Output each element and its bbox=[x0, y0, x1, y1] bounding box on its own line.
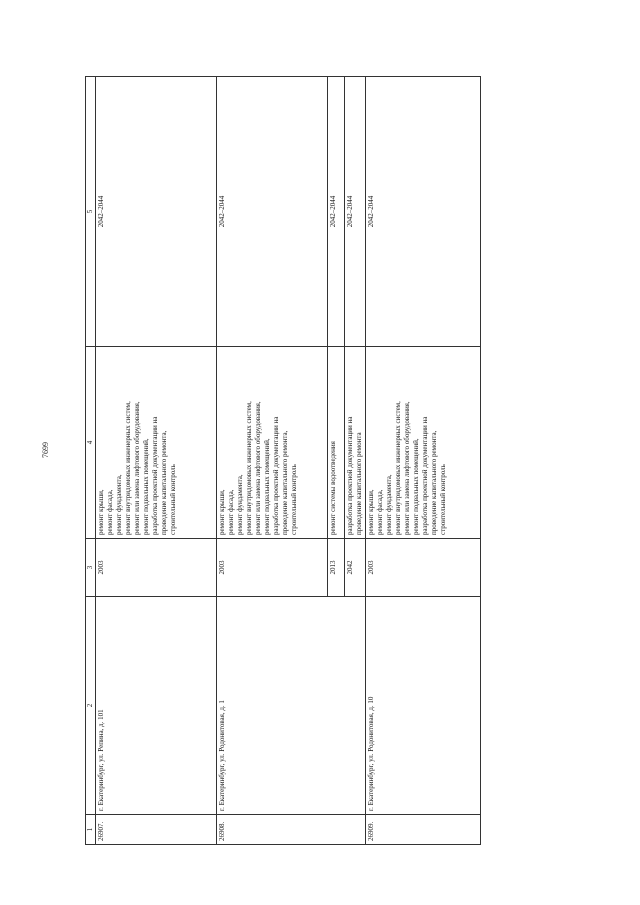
row-period: 2042–2044 bbox=[217, 77, 328, 347]
row-works bbox=[96, 347, 217, 539]
page-number: 7699 bbox=[41, 442, 50, 458]
work-item: строительный контроль bbox=[290, 464, 298, 535]
work-item: ремонт фундамента, bbox=[236, 474, 244, 535]
work-item: ремонт или замена лифтового оборудования, bbox=[133, 401, 141, 535]
work-item: разработка проектной документации на bbox=[272, 416, 280, 535]
row-works bbox=[366, 347, 481, 539]
row-works bbox=[217, 347, 328, 539]
row-number: 26908. bbox=[217, 815, 366, 845]
subrow-year: 2042 bbox=[345, 539, 366, 597]
row-year: 2003 bbox=[217, 539, 328, 597]
work-item: проведение капитального ремонта, bbox=[281, 430, 289, 535]
subrow-year: 2013 bbox=[328, 539, 345, 597]
row-period: 2042–2044 bbox=[96, 77, 217, 347]
row-year: 2003 bbox=[366, 539, 481, 597]
work-item: ремонт крыши, bbox=[218, 489, 226, 535]
subrow-works bbox=[345, 347, 366, 539]
header-col-3: 3 bbox=[86, 539, 96, 597]
row-address: г. Екатеринбург, ул. Родонитовая, д. 10 bbox=[366, 597, 481, 815]
work-item: ремонт или замена лифтового оборудования, bbox=[254, 401, 262, 535]
row-number: 26909. bbox=[366, 815, 481, 845]
work-item: ремонт подвальных помещений, bbox=[142, 438, 150, 535]
work-item: ремонт фундамента, bbox=[115, 474, 123, 535]
work-item: ремонт системы водоотведения bbox=[329, 441, 337, 535]
work-item: строительный контроль bbox=[169, 464, 177, 535]
subrow-works bbox=[328, 347, 345, 539]
subrow-period: 2042–2044 bbox=[328, 77, 345, 347]
row-number: 26907. bbox=[96, 815, 217, 845]
table-row bbox=[96, 77, 217, 845]
subrow-period: 2042–2044 bbox=[345, 77, 366, 347]
table-row bbox=[366, 77, 481, 845]
work-item: ремонт внутридомовых инженерных систем, bbox=[245, 401, 253, 535]
work-item: ремонт подвальных помещений, bbox=[412, 438, 420, 535]
repair-schedule-table bbox=[85, 77, 509, 845]
work-item: ремонт крыши, bbox=[367, 489, 375, 535]
work-item: ремонт фасада, bbox=[376, 489, 384, 535]
work-item: разработка проектной документации на bbox=[346, 416, 354, 535]
work-item: ремонт подвальных помещений, bbox=[263, 438, 271, 535]
work-item: ремонт внутридомовых инженерных систем, bbox=[394, 401, 402, 535]
table-row bbox=[217, 77, 328, 845]
header-col-2: 2 bbox=[86, 597, 96, 815]
row-address: г. Екатеринбург, ул. Родонитовая, д. 1 bbox=[217, 597, 366, 815]
header-col-1: 1 bbox=[86, 815, 96, 845]
row-year: 2003 bbox=[96, 539, 217, 597]
work-item: проведение капитального ремонта, bbox=[430, 430, 438, 535]
header-row bbox=[86, 77, 96, 845]
work-item: ремонт внутридомовых инженерных систем, bbox=[124, 401, 132, 535]
work-item: ремонт фасада, bbox=[227, 489, 235, 535]
work-item: разработка проектной документации на bbox=[151, 416, 159, 535]
doc-table bbox=[85, 76, 481, 845]
header-col-4: 4 bbox=[86, 347, 96, 539]
work-item: ремонт фасада, bbox=[106, 489, 114, 535]
work-item: ремонт фундамента, bbox=[385, 474, 393, 535]
work-item: проведение капитального ремонта, bbox=[160, 430, 168, 535]
work-item: проведение капитального ремонта bbox=[355, 432, 363, 535]
work-item: ремонт крыши, bbox=[97, 489, 105, 535]
row-period: 2042–2044 bbox=[366, 77, 481, 347]
work-item: строительный контроль bbox=[439, 464, 447, 535]
work-item: ремонт или замена лифтового оборудования, bbox=[403, 401, 411, 535]
header-col-5: 5 bbox=[86, 77, 96, 347]
work-item: разработка проектной документации на bbox=[421, 416, 429, 535]
row-address: г. Екатеринбург, ул. Репина, д. 101 bbox=[96, 597, 217, 815]
